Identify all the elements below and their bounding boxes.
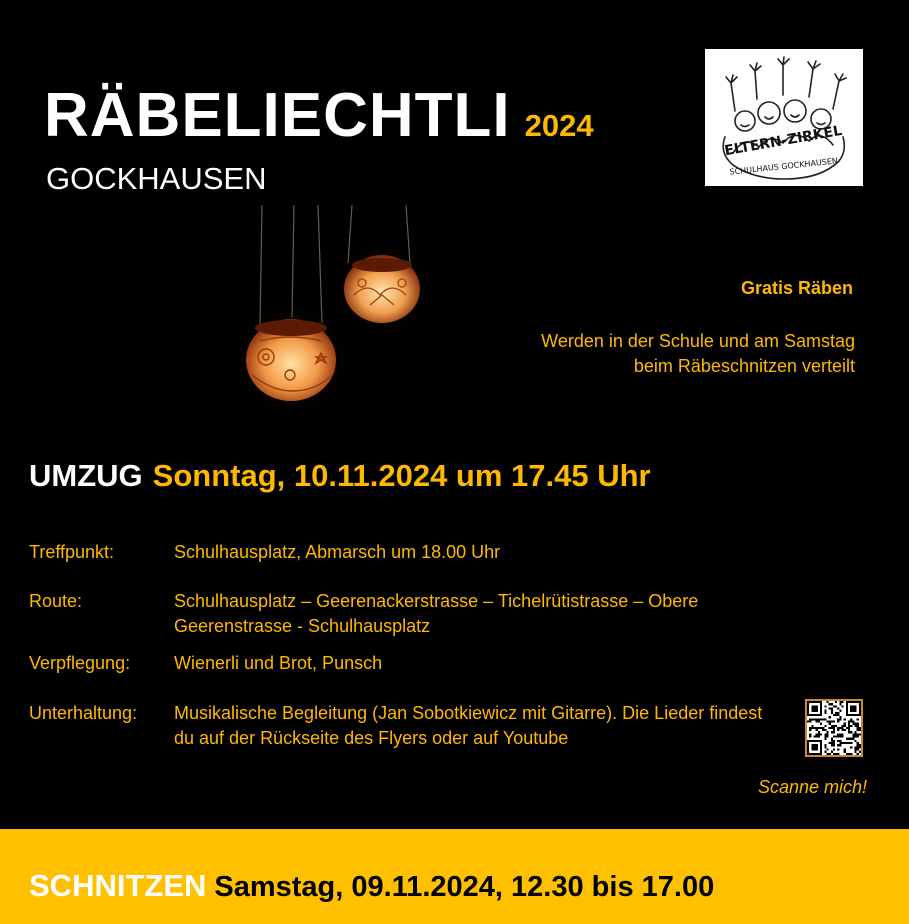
detail-key: Unterhaltung: xyxy=(29,703,138,723)
qr-code-icon[interactable] xyxy=(805,699,863,757)
detail-value: Wienerli und Brot, Punsch xyxy=(174,653,383,673)
title-row xyxy=(44,80,594,151)
lanterns-image xyxy=(230,205,450,415)
detail-key: Route: xyxy=(29,591,83,611)
title-year: 2024 xyxy=(524,108,594,143)
scan-caption: Scanne mich! xyxy=(757,777,867,797)
umzug-label: UMZUG xyxy=(29,458,143,493)
schnitzen-label: SCHNITZEN xyxy=(29,868,207,903)
logo-drawing xyxy=(705,49,863,186)
page-title: RÄBELIECHTLI xyxy=(44,81,511,150)
svg-text:ELTERN-ZIRKEL: ELTERN-ZIRKEL xyxy=(723,122,844,160)
svg-text:SCHULHAUS GOCKHAUSEN: SCHULHAUS GOCKHAUSEN xyxy=(729,156,839,177)
qr-pattern xyxy=(807,701,861,755)
detail-value: Schulhausplatz, Abmarsch um 18.00 Uhr xyxy=(174,542,501,562)
umzug-heading xyxy=(29,458,651,494)
gratis-text: Werden in der Schule und am Samstag beim Räbeschnitzen verteilt xyxy=(541,331,855,376)
umzug-date: Sonntag, 10.11.2024 um 17.45 Uhr xyxy=(152,458,651,493)
detail-key: Verpflegung: xyxy=(29,653,131,673)
detail-value: Musikalische Begleitung (Jan Sobotkiewicz mit Gitarre). Die Lieder findest du auf der Rückseite des Flyers oder auf Youtube xyxy=(174,703,763,748)
schnitzen-heading xyxy=(29,868,714,904)
eltern-zirkel-logo xyxy=(705,49,863,186)
schnitzen-date: Samstag, 09.11.2024, 12.30 bis 17.00 xyxy=(214,871,715,903)
detail-key: Treffpunkt: xyxy=(29,542,115,562)
page-subtitle: GOCKHAUSEN xyxy=(46,161,267,196)
detail-value: Schulhausplatz – Geerenackerstrasse – Tichelrütistrasse – Obere Geerenstrasse - Schulhausplatz xyxy=(174,591,699,636)
gratis-title: Gratis Räben xyxy=(740,278,853,298)
